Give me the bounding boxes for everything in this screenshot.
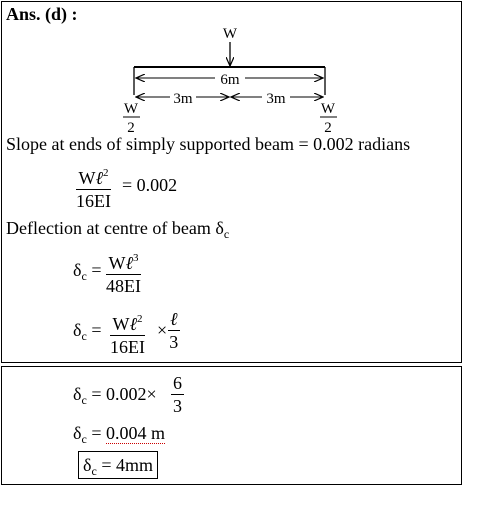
eq1-rhs: = 0.002 [122,175,178,195]
eq3-lhs: $\delta_c$ = [73,320,102,343]
half-span-left-label: 3m [173,91,193,107]
reaction-left-num: W [123,101,139,117]
eq3-fraction-2: ℓ 3 [169,309,179,352]
solution-panel-bottom [1,366,462,485]
eq5: $\delta_c = 0.004$ m [73,423,165,446]
slope-statement: Slope at ends of simply supported beam = 0.002 radians [6,134,411,154]
eq3-times: × [157,320,168,340]
eq2-lhs: $\delta_c$ = [73,260,102,283]
deflection-statement: Deflection at centre of beam $\delta_c$ [6,218,230,241]
load-label: W [222,26,238,42]
eq4-lhs: $\delta_c = 0.002\times$ [73,384,157,407]
beam-diagram [0,0,502,140]
eq1-fraction: Wℓ$^2$ 16EI [76,162,111,212]
half-span-right-label: 3m [266,91,286,107]
reaction-left-den: 2 [127,120,135,136]
eq3-fraction: Wℓ$^2$ 16EI [110,308,145,358]
reaction-right-num: W [320,101,336,117]
eq4-fraction: $\frac{6}{3}$ [173,373,182,416]
answer-label: Ans. (d) : [6,4,78,24]
eq2-fraction: Wℓ$^3$ 48EI [106,247,141,297]
reaction-right-den: 2 [324,120,332,136]
final-answer-box: $\delta_c = 4mm$ [78,451,158,479]
span-label: 6m [220,72,240,88]
